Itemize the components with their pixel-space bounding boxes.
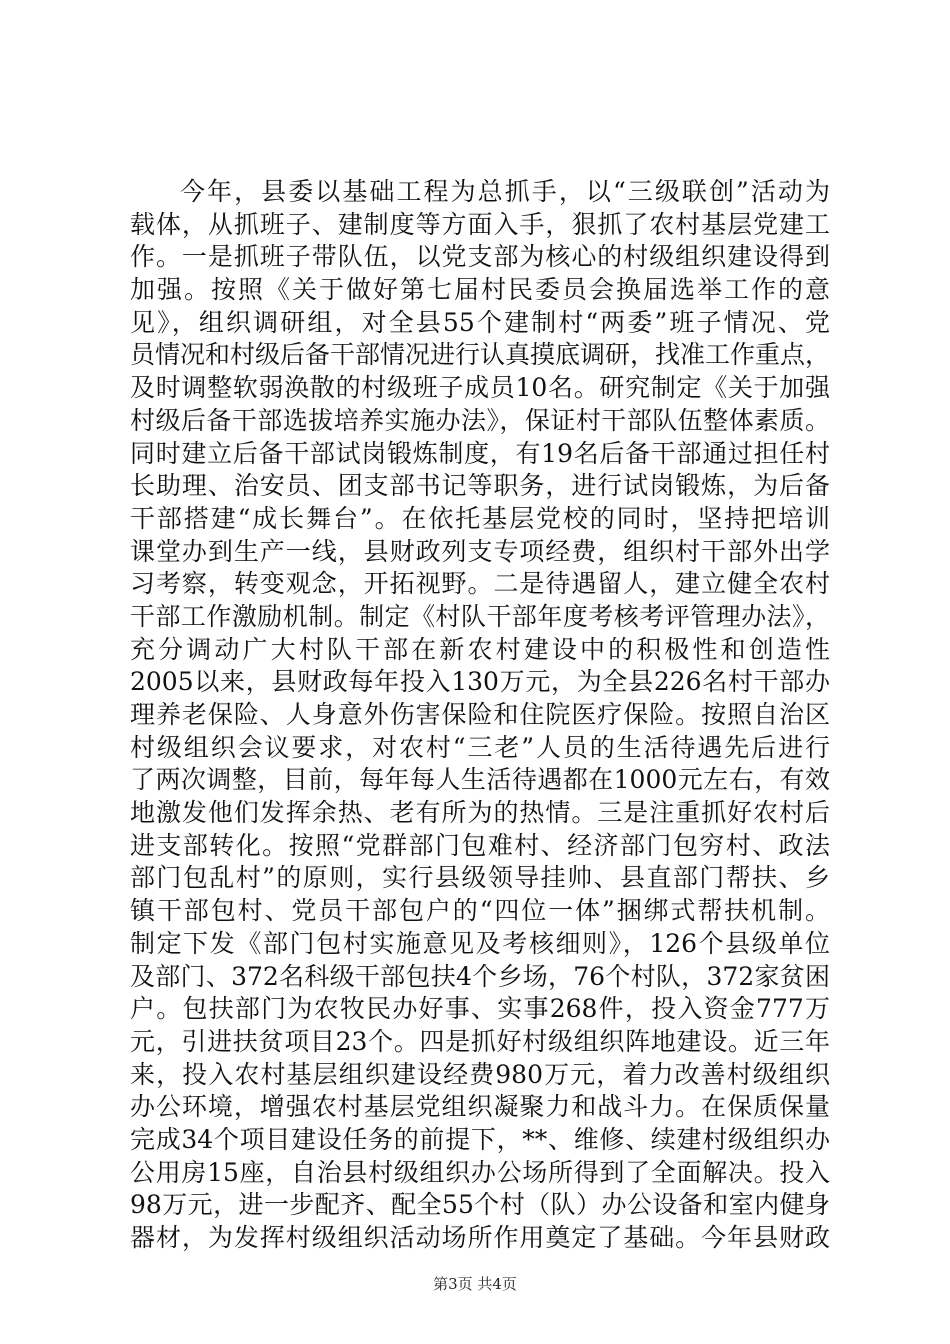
text-line: 完成34个项目建设任务的前提下，**、维修、续建村级组织办 — [130, 1124, 830, 1154]
text-line: 课堂办到生产一线，县财政列支专项经费，组织村干部外出学 — [130, 536, 830, 566]
text-line: 办公环境，增强农村基层党组织凝聚力和战斗力。在保质保量 — [130, 1092, 830, 1122]
text-line: 2005以来，县财政每年投入130万元，为全县226名村干部办 — [130, 667, 830, 697]
text-line: 制定下发《部门包村实施意见及考核细则》，126个县级单位 — [130, 928, 830, 958]
text-line: 干部工作激励机制。制定《村队干部年度考核考评管理办法》， — [130, 601, 830, 631]
text-line: 干部搭建“成长舞台”。在依托基层党校的同时，坚持把培训 — [130, 503, 830, 533]
text-line: 户。包扶部门为农牧民办好事、实事268件，投入资金777万 — [130, 994, 830, 1024]
text-line: 载体，从抓班子、建制度等方面入手，狠抓了农村基层党建工 — [130, 209, 830, 239]
text-line: 充分调动广大村队干部在新农村建设中的积极性和创造性 — [130, 634, 830, 664]
text-line: 理养老保险、人身意外伤害保险和住院医疗保险。按照自治区 — [130, 700, 830, 729]
text-line: 及部门、372名科级干部包扶4个乡场，76个村队，372家贫困 — [130, 961, 830, 991]
text-line: 村级后备干部选拔培养实施办法》，保证村干部队伍整体素质。 — [130, 405, 830, 435]
text-line: 村级组织会议要求，对农村“三老”人员的生活待遇先后进行 — [130, 732, 830, 762]
text-line: 今年，县委以基础工程为总抓手，以“三级联创”活动为 — [180, 177, 830, 206]
body-paragraph — [130, 176, 830, 1255]
text-line: 公用房15座，自治县村级组织办公场所得到了全面解决。投入 — [130, 1157, 830, 1187]
text-line: 长助理、治安员、团支部书记等职务，进行试岗锻炼，为后备 — [130, 471, 830, 501]
text-line: 地激发他们发挥余热、老有所为的热情。三是注重抓好农村后 — [130, 798, 830, 828]
text-line: 来，投入农村基层组织建设经费980万元，着力改善村级组织 — [130, 1059, 830, 1089]
text-line: 员情况和村级后备干部情况进行认真摸底调研，找准工作重点， — [130, 340, 831, 370]
text-line: 见》，组织调研组，对全县55个建制村“两委”班子情况、党 — [130, 307, 830, 337]
text-line: 习考察，转变观念，开拓视野。二是待遇留人，建立健全农村 — [130, 569, 830, 599]
page-number-footer: 第3页 共4页 — [433, 1275, 517, 1293]
text-line: 进支部转化。按照“党群部门包难村、经济部门包穷村、政法 — [130, 830, 830, 860]
text-line: 器材，为发挥村级组织活动场所作用奠定了基础。今年县财政 — [130, 1223, 830, 1252]
text-line: 98万元，进一步配齐、配全55个村（队）办公设备和室内健身 — [130, 1190, 830, 1220]
text-line: 及时调整软弱涣散的村级班子成员10名。研究制定《关于加强 — [130, 373, 830, 403]
text-line: 加强。按照《关于做好第七届村民委员会换届选举工作的意 — [130, 275, 830, 305]
text-line: 作。一是抓班子带队伍，以党支部为核心的村级组织建设得到 — [130, 242, 830, 272]
text-line: 部门包乱村”的原则，实行县级领导挂帅、县直部门帮扶、乡 — [130, 863, 830, 893]
text-line: 同时建立后备干部试岗锻炼制度，有19名后备干部通过担任村 — [130, 438, 830, 468]
text-line: 镇干部包村、党员干部包户的“四位一体”捆绑式帮扶机制。 — [130, 896, 830, 926]
text-line: 了两次调整，目前，每年每人生活待遇都在1000元左右，有效 — [130, 765, 830, 795]
text-line: 元，引进扶贫项目23个。四是抓好村级组织阵地建设。近三年 — [130, 1026, 830, 1056]
